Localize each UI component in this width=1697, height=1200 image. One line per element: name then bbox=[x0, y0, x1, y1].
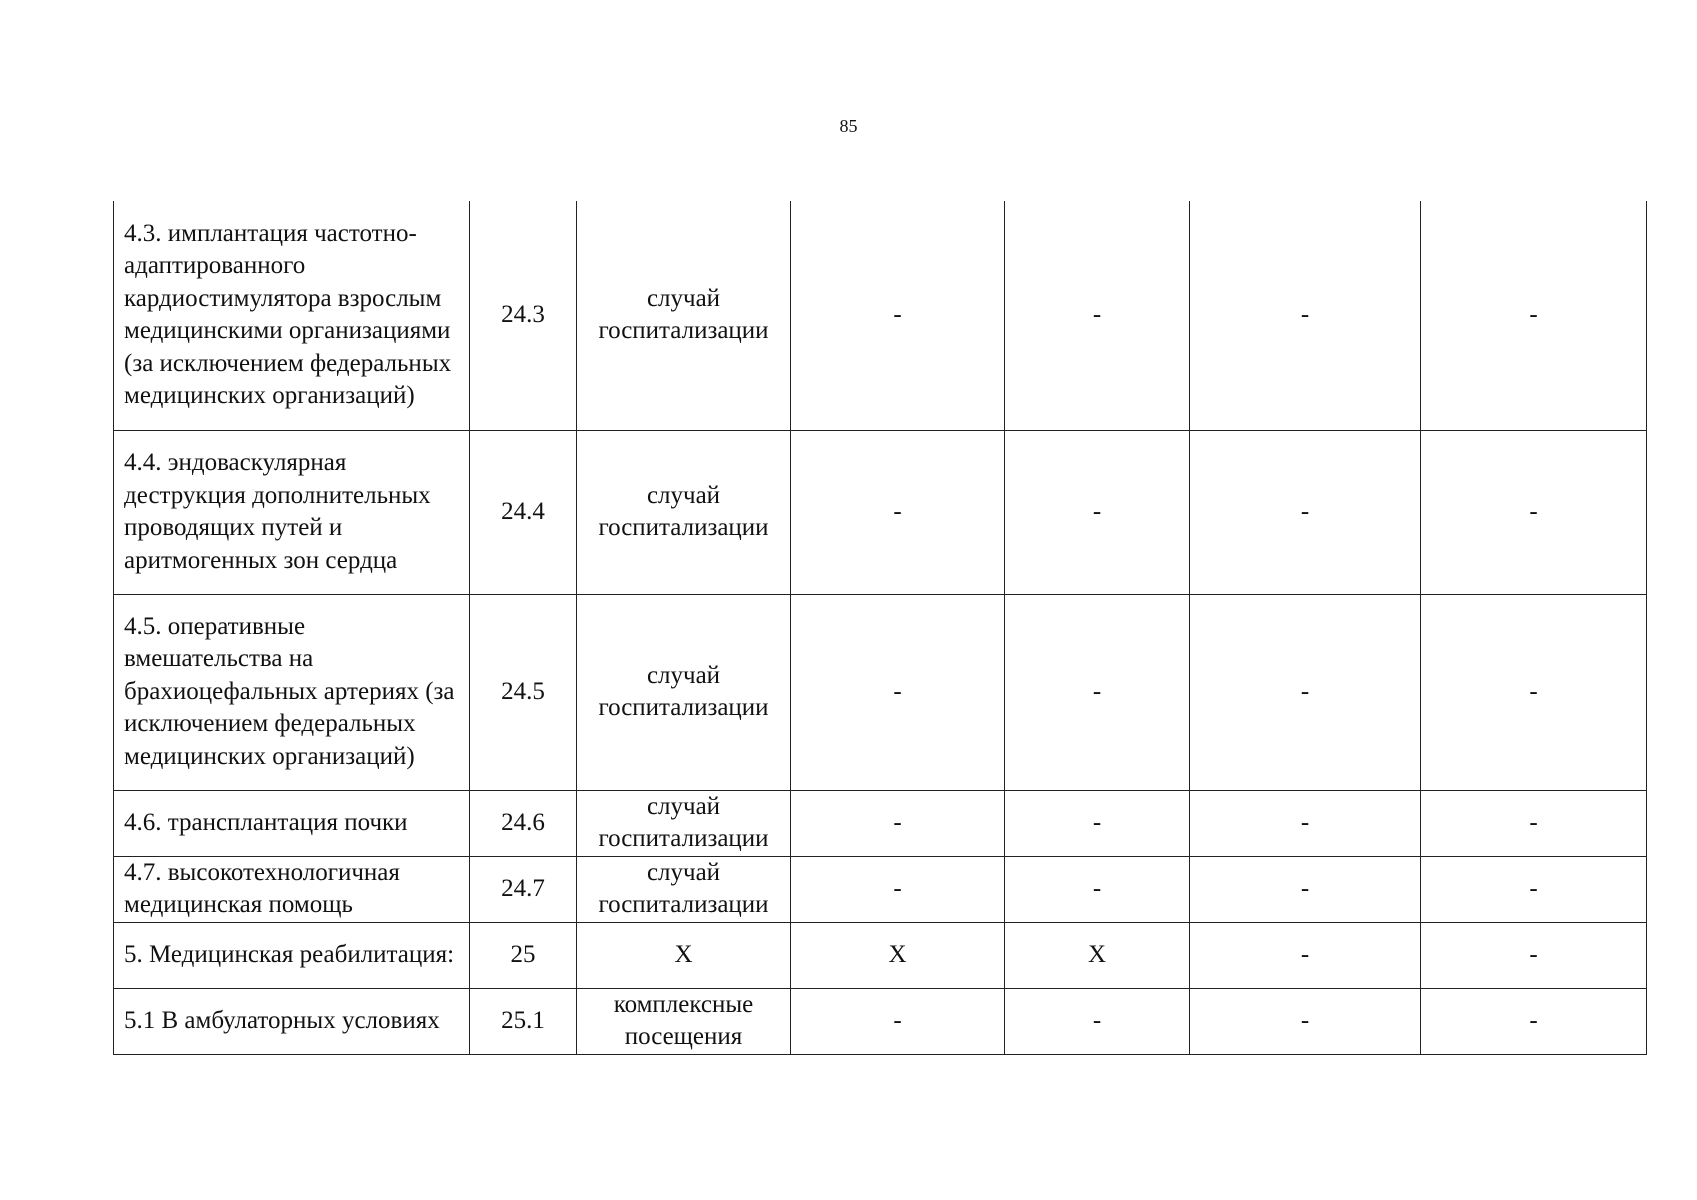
row-value-cell: - bbox=[1421, 594, 1647, 790]
row-unit-cell: Х bbox=[577, 922, 791, 988]
row-value-cell: - bbox=[1190, 856, 1421, 922]
row-code-cell: 25.1 bbox=[470, 988, 577, 1054]
row-value-cell: - bbox=[1190, 201, 1421, 430]
data-table bbox=[113, 201, 1647, 1055]
table-row bbox=[114, 922, 1647, 988]
table-row bbox=[114, 856, 1647, 922]
table-row bbox=[114, 594, 1647, 790]
row-code-cell: 24.6 bbox=[470, 790, 577, 856]
row-value-cell: - bbox=[791, 856, 1005, 922]
row-value-cell: - bbox=[1005, 430, 1190, 594]
row-value-cell: - bbox=[791, 594, 1005, 790]
table-row bbox=[114, 790, 1647, 856]
row-name-cell: 4.3. имплантация частотно-адаптированного кардиостимулятора взрослым медицинскими организациями (за исключением федеральных медицинских организаций) bbox=[114, 201, 470, 430]
row-value-cell: Х bbox=[791, 922, 1005, 988]
table-row bbox=[114, 988, 1647, 1054]
row-unit-cell: случай госпитализации bbox=[577, 856, 791, 922]
row-value-cell: - bbox=[1421, 922, 1647, 988]
row-value-cell: - bbox=[1005, 988, 1190, 1054]
row-code-cell: 24.3 bbox=[470, 201, 577, 430]
row-value-cell: - bbox=[1190, 594, 1421, 790]
row-value-cell: - bbox=[1421, 790, 1647, 856]
row-value-cell: - bbox=[1190, 988, 1421, 1054]
row-value-cell: - bbox=[791, 201, 1005, 430]
row-code-cell: 25 bbox=[470, 922, 577, 988]
row-unit-cell: комплексные посещения bbox=[577, 988, 791, 1054]
table-row bbox=[114, 201, 1647, 430]
row-value-cell: Х bbox=[1005, 922, 1190, 988]
row-name-cell: 5.1 В амбулаторных условиях bbox=[114, 988, 470, 1054]
row-value-cell: - bbox=[791, 430, 1005, 594]
row-name-cell: 4.5. оперативные вмешательства на брахиоцефальных артериях (за исключением федеральных медицинских организаций) bbox=[114, 594, 470, 790]
row-value-cell: - bbox=[1421, 856, 1647, 922]
row-name-cell: 5. Медицинская реабилитация: bbox=[114, 922, 470, 988]
row-code-cell: 24.7 bbox=[470, 856, 577, 922]
row-unit-cell: случай госпитализации bbox=[577, 201, 791, 430]
row-value-cell: - bbox=[791, 790, 1005, 856]
row-value-cell: - bbox=[791, 988, 1005, 1054]
row-value-cell: - bbox=[1421, 201, 1647, 430]
row-code-cell: 24.5 bbox=[470, 594, 577, 790]
row-name-cell: 4.6. трансплантация почки bbox=[114, 790, 470, 856]
row-value-cell: - bbox=[1005, 856, 1190, 922]
row-value-cell: - bbox=[1190, 790, 1421, 856]
row-unit-cell: случай госпитализации bbox=[577, 790, 791, 856]
row-unit-cell: случай госпитализации bbox=[577, 594, 791, 790]
row-value-cell: - bbox=[1005, 790, 1190, 856]
row-value-cell: - bbox=[1005, 594, 1190, 790]
row-name-cell: 4.4. эндоваскулярная деструкция дополнительных проводящих путей и аритмогенных зон сердца bbox=[114, 430, 470, 594]
table-row bbox=[114, 430, 1647, 594]
row-value-cell: - bbox=[1005, 201, 1190, 430]
row-value-cell: - bbox=[1190, 922, 1421, 988]
row-name-cell: 4.7. высокотехнологичная медицинская помощь bbox=[114, 856, 470, 922]
page-number: 85 bbox=[839, 116, 858, 136]
row-value-cell: - bbox=[1421, 430, 1647, 594]
row-value-cell: - bbox=[1190, 430, 1421, 594]
row-code-cell: 24.4 bbox=[470, 430, 577, 594]
row-unit-cell: случай госпитализации bbox=[577, 430, 791, 594]
row-value-cell: - bbox=[1421, 988, 1647, 1054]
